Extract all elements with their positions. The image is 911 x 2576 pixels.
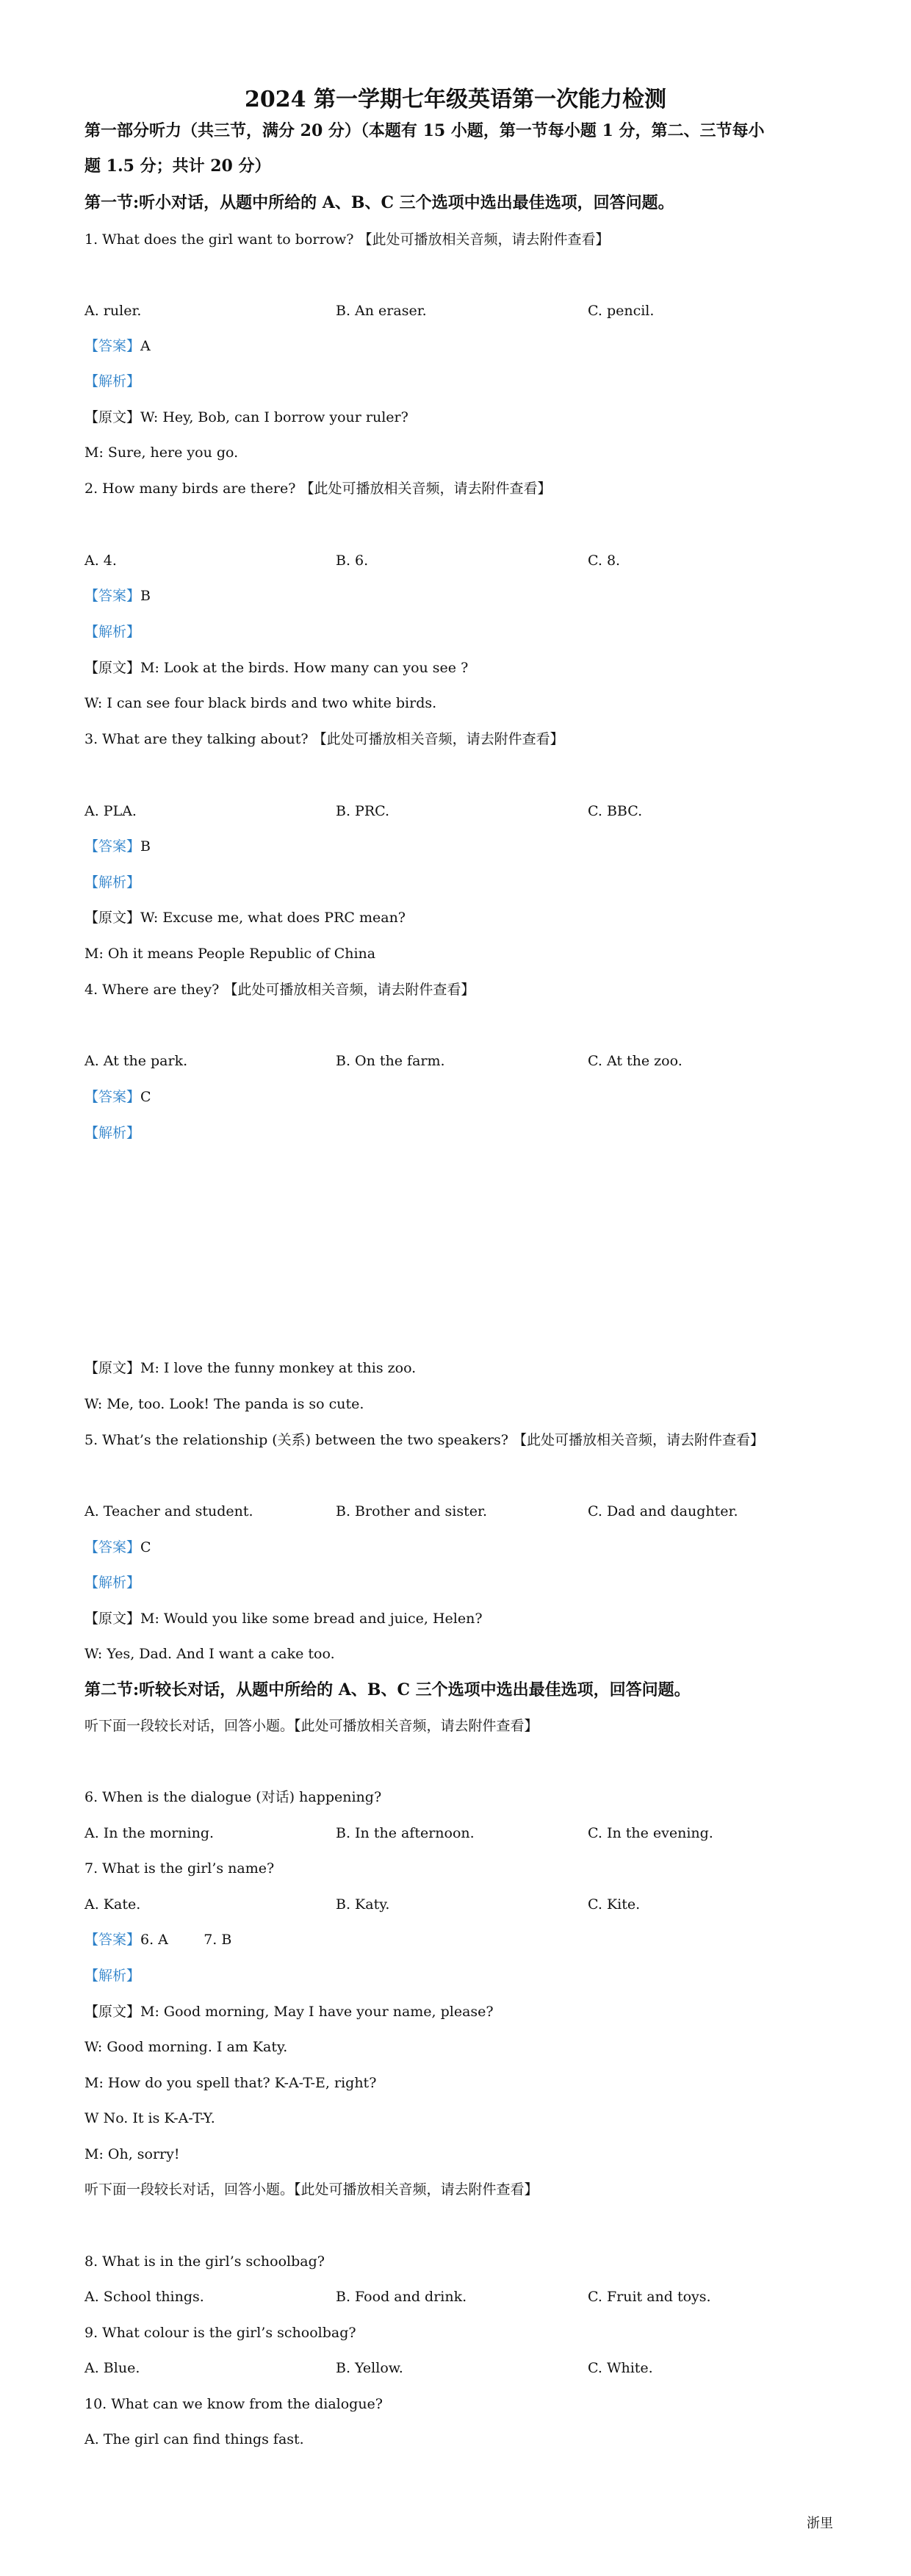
q1-option-b: B. An eraser.	[336, 303, 427, 319]
q4-answer	[84, 1087, 151, 1107]
q5-option-c: C. Dad and daughter.	[588, 1503, 738, 1519]
original-label: 【原文】	[84, 2004, 141, 2020]
q67-original-text-1: M: Good morning, May I have your name, please?	[140, 2004, 494, 2020]
q67-analysis-label: 【解析】	[84, 1968, 141, 1984]
q5-option-a: A. Teacher and student.	[84, 1503, 253, 1519]
part1-heading-line2: 题 1.5 分；共计 20 分）	[84, 156, 271, 176]
question-7: 7. What is the girl’s name?	[84, 1860, 275, 1877]
original-label: 【原文】	[84, 1360, 141, 1376]
answer-label: 【答案】	[84, 1932, 141, 1948]
section2-intro-2: 听下面一段较长对话，回答小题。【此处可播放相关音频，请去附件查看】	[84, 2181, 539, 2198]
q2-analysis-label: 【解析】	[84, 624, 141, 640]
original-label: 【原文】	[84, 1611, 141, 1627]
question-4: 4. Where are they? 【此处可播放相关音频，请去附件查看】	[84, 982, 475, 998]
q8-option-b: B. Food and drink.	[336, 2289, 467, 2305]
question-8: 8. What is in the girl’s schoolbag?	[84, 2253, 325, 2270]
answer-label: 【答案】	[84, 338, 141, 354]
page-footer: 浙里	[807, 2516, 833, 2531]
answer-label: 【答案】	[84, 1539, 141, 1555]
q4-original-1	[84, 1359, 416, 1378]
page-title: 2024 第一学期七年级英语第一次能力检测	[245, 87, 666, 112]
q10-option-a: A. The girl can find things fast.	[84, 2431, 304, 2447]
q1-answer-value: A	[140, 338, 151, 354]
q5-analysis-label: 【解析】	[84, 1575, 141, 1591]
answer-label: 【答案】	[84, 588, 141, 604]
q2-original-2: W: I can see four black birds and two white birds.	[84, 695, 437, 711]
q1-original-1	[84, 408, 408, 427]
q5-original-2: W: Yes, Dad. And I want a cake too.	[84, 1646, 335, 1662]
q67-original-4: W No. It is K-A-T-Y.	[84, 2110, 215, 2126]
answer-label: 【答案】	[84, 1089, 141, 1105]
q3-option-b: B. PRC.	[336, 803, 390, 819]
q4-original-2: W: Me, too. Look! The panda is so cute.	[84, 1396, 364, 1412]
original-label: 【原文】	[84, 660, 141, 676]
original-label: 【原文】	[84, 409, 141, 425]
q4-option-a: A. At the park.	[84, 1053, 188, 1069]
q3-option-c: C. BBC.	[588, 803, 643, 819]
q3-answer-value: B	[140, 838, 151, 855]
q4-option-b: B. On the farm.	[336, 1053, 445, 1069]
q1-option-a: A. ruler.	[84, 303, 142, 319]
q1-original-2: M: Sure, here you go.	[84, 445, 239, 461]
q5-option-b: B. Brother and sister.	[336, 1503, 488, 1519]
q4-original-text-1: M: I love the funny monkey at this zoo.	[140, 1360, 417, 1376]
q5-answer-value: C	[140, 1539, 151, 1555]
q3-option-a: A. PLA.	[84, 803, 137, 819]
section2-heading: 第二节:听较长对话，从题中所给的 A、B、C 三个选项中选出最佳选项，回答问题。	[84, 1680, 691, 1699]
q67-answer	[84, 1930, 231, 1949]
q6-option-b: B. In the afternoon.	[336, 1825, 475, 1841]
q1-option-c: C. pencil.	[588, 303, 655, 319]
q9-option-c: C. White.	[588, 2360, 653, 2376]
q2-option-a: A. 4.	[84, 553, 117, 569]
q3-analysis-label: 【解析】	[84, 874, 141, 891]
section1-heading: 第一节:听小对话，从题中所给的 A、B、C 三个选项中选出最佳选项，回答问题。	[84, 193, 674, 212]
q67-original-1	[84, 2002, 494, 2021]
q3-answer	[84, 837, 151, 856]
q8-option-c: C. Fruit and toys.	[588, 2289, 711, 2305]
q67-original-2: W: Good morning. I am Katy.	[84, 2039, 288, 2055]
q2-original-text-1: M: Look at the birds. How many can you see ?	[140, 660, 469, 676]
q2-original-1	[84, 658, 468, 677]
q3-original-text-1: W: Excuse me, what does PRC mean?	[140, 910, 406, 926]
q4-answer-value: C	[140, 1089, 151, 1105]
q5-original-text-1: M: Would you like some bread and juice, Helen?	[140, 1611, 483, 1627]
q7-option-b: B. Katy.	[336, 1896, 390, 1913]
q9-option-a: A. Blue.	[84, 2360, 140, 2376]
q4-option-c: C. At the zoo.	[588, 1053, 683, 1069]
q5-answer	[84, 1538, 151, 1557]
question-1: 1. What does the girl want to borrow? 【此处可播放相关音频，请去附件查看】	[84, 231, 610, 248]
question-3: 3. What are they talking about? 【此处可播放相关音频，请去附件查看】	[84, 731, 564, 747]
q4-analysis-label: 【解析】	[84, 1125, 141, 1141]
q2-answer-value: B	[140, 588, 151, 604]
q7-option-a: A. Kate.	[84, 1896, 141, 1913]
q67-original-3: M: How do you spell that? K-A-T-E, right?	[84, 2075, 377, 2091]
q9-option-b: B. Yellow.	[336, 2360, 403, 2376]
question-6: 6. When is the dialogue (对话) happening?	[84, 1789, 382, 1805]
q2-option-b: B. 6.	[336, 553, 369, 569]
q1-answer	[84, 337, 151, 356]
question-9: 9. What colour is the girl’s schoolbag?	[84, 2325, 356, 2341]
section2-intro-1: 听下面一段较长对话，回答小题。【此处可播放相关音频，请去附件查看】	[84, 1718, 539, 1734]
q2-answer	[84, 586, 151, 605]
part1-heading-line1: 第一部分听力（共三节，满分 20 分）（本题有 15 小题，第一节每小题 1 分，第二、三节每小	[84, 121, 765, 140]
question-2: 2. How many birds are there? 【此处可播放相关音频，请去附件查看】	[84, 481, 552, 497]
q7-option-c: C. Kite.	[588, 1896, 641, 1913]
q3-original-2: M: Oh it means People Republic of China	[84, 946, 376, 962]
q6-option-a: A. In the morning.	[84, 1825, 215, 1841]
q3-original-1	[84, 908, 406, 927]
q67-original-5: M: Oh, sorry!	[84, 2146, 180, 2162]
answer-label: 【答案】	[84, 838, 141, 855]
q2-option-c: C. 8.	[588, 553, 621, 569]
q1-original-text-1: W: Hey, Bob, can I borrow your ruler?	[140, 409, 408, 425]
q67-answer-value: 6. A 7. B	[140, 1932, 232, 1948]
q8-option-a: A. School things.	[84, 2289, 204, 2305]
question-5: 5. What’s the relationship (关系) between the two speakers? 【此处可播放相关音频，请去附件查看】	[84, 1432, 765, 1448]
q1-analysis-label: 【解析】	[84, 373, 141, 389]
q6-option-c: C. In the evening.	[588, 1825, 713, 1841]
q5-original-1	[84, 1609, 483, 1628]
question-10: 10. What can we know from the dialogue?	[84, 2396, 383, 2412]
original-label: 【原文】	[84, 910, 141, 926]
